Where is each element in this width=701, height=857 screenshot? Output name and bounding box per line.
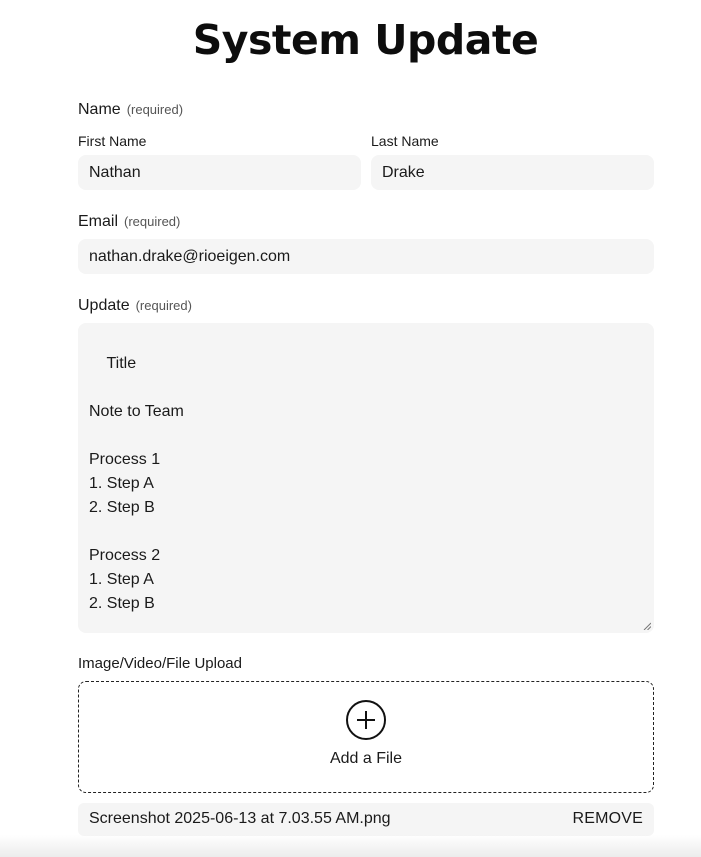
- update-required-note: (required): [135, 298, 192, 313]
- name-required-note: (required): [126, 102, 184, 117]
- email-label-text: Email: [78, 213, 119, 230]
- update-textarea[interactable]: [78, 323, 654, 633]
- add-file-label[interactable]: Add a File: [329, 750, 403, 767]
- name-label-text: Name: [78, 101, 121, 118]
- update-textarea-text: Title Note to Team Process 1 1. Step A 2. Step B Process 2 1. Step A 2. Step B: [89, 355, 184, 612]
- file-drop-zone[interactable]: [78, 681, 654, 793]
- remove-file-button[interactable]: REMOVE: [572, 810, 643, 827]
- first-name-input[interactable]: [78, 155, 361, 190]
- update-label: [78, 297, 192, 315]
- uploaded-file-row: [78, 803, 654, 836]
- update-label-text: Update: [78, 297, 130, 314]
- email-input[interactable]: [78, 239, 654, 274]
- last-name-label: Last Name: [371, 133, 439, 149]
- email-label: [78, 213, 180, 231]
- first-name-label: First Name: [78, 133, 147, 149]
- plus-circle-icon[interactable]: [346, 700, 386, 740]
- page-title: System Update: [192, 16, 539, 64]
- uploaded-file-name: Screenshot 2025-06-13 at 7.03.55 AM.png: [89, 810, 391, 827]
- bottom-fade-shadow: [0, 835, 701, 857]
- last-name-input[interactable]: [371, 155, 654, 190]
- email-required-note: (required): [124, 214, 181, 229]
- name-label: [78, 101, 183, 119]
- upload-label: Image/Video/File Upload: [78, 655, 242, 672]
- resize-grip-icon[interactable]: [643, 622, 651, 630]
